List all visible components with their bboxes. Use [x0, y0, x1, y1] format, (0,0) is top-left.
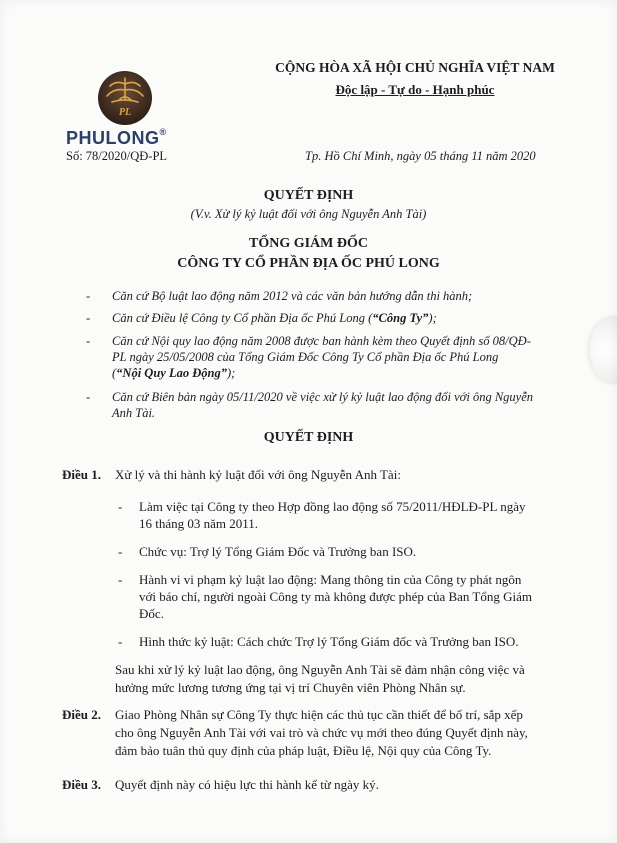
- company-name: CÔNG TY CỔ PHẦN ĐỊA ỐC PHÚ LONG: [177, 256, 440, 271]
- article-1-dash: -: [118, 544, 123, 559]
- article-3-text: Quyết định này có hiệu lực thi hành kể từ ngày ký.: [115, 777, 379, 792]
- basis-3-end: );: [226, 366, 236, 380]
- issue-date: Tp. Hồ Chí Minh, ngày 05 tháng 11 năm 2020: [305, 149, 536, 163]
- basis-dash: -: [86, 289, 91, 303]
- article-1-dash: -: [118, 572, 123, 587]
- basis-3-open: (: [112, 366, 117, 380]
- basis-3-bold: “Nội Quy Lao Động”: [116, 366, 227, 380]
- article-2-line-2: cho ông Nguyễn Anh Tài với vai trò và chức vụ mới theo đúng Quyết định này,: [115, 725, 528, 740]
- basis-4-line-1: Căn cứ Biên bản ngày 05/11/2020 về việc xử lý kỷ luật lao động đối với ông Nguyễn: [112, 390, 534, 404]
- article-1-item-3-line-2: với báo chí, người ngoài Công ty mà không được phép của Ban Tổng Giám: [139, 589, 532, 604]
- article-1-item-1-line-2: 16 tháng 03 năm 2011.: [139, 516, 259, 531]
- article-2-line-3: đảm bảo tuân thủ quy định của pháp luật, Điều lệ, Nội quy của Công Ty.: [115, 743, 492, 758]
- article-2-label: Điều 2.: [62, 707, 101, 722]
- basis-dash: -: [86, 334, 91, 348]
- article-1-item-3-line-3: Đốc.: [139, 606, 164, 621]
- basis-dash: -: [86, 311, 91, 325]
- article-1-item-1-line-1: Làm việc tại Công ty theo Hợp đồng lao động số 75/2011/HĐLĐ-PL ngày: [139, 499, 526, 514]
- company-logo: [92, 70, 158, 126]
- article-1-item-3-line-1: Hành vi vi phạm kỷ luật lao động: Mang thông tin của Công ty phát ngôn: [139, 572, 522, 587]
- basis-3-line-1: Căn cứ Nội quy lao động năm 2008 được ban hành kèm theo Quyết định số 08/QĐ-: [112, 334, 531, 348]
- basis-2-end: );: [428, 311, 437, 325]
- basis-4-line-2: Anh Tài.: [112, 406, 156, 420]
- article-1-dash: -: [118, 634, 123, 649]
- authority-title: TỔNG GIÁM ĐỐC: [249, 236, 368, 251]
- basis-2-bold: “Công Ty”: [372, 311, 429, 325]
- article-1-after-line-1: Sau khi xử lý kỷ luật lao động, ông Nguyễn Anh Tài sẽ đảm nhận công việc và: [115, 662, 525, 677]
- basis-2-text: Căn cứ Điều lệ Công ty Cổ phần Địa ốc Phú Long (: [112, 311, 373, 325]
- article-1-after-line-2: hưởng mức lương tương ứng tại vị trí Chuyên viên Phòng Nhân sự.: [115, 680, 466, 695]
- basis-3-line-2: PL ngày 25/05/2008 của Tổng Giám Đốc Công Ty Cổ phần Địa ốc Phú Long: [112, 350, 499, 364]
- national-title: CỘNG HÒA XÃ HỘI CHỦ NGHĨA VIỆT NAM: [275, 60, 555, 75]
- company-brand: [66, 128, 167, 149]
- basis-dash: -: [86, 390, 91, 404]
- page-fold: [590, 316, 617, 384]
- article-1-label: Điều 1.: [62, 467, 101, 482]
- national-motto: [255, 82, 575, 98]
- decision-title: QUYẾT ĐỊNH: [263, 188, 354, 203]
- decision-heading: QUYẾT ĐỊNH: [263, 430, 354, 445]
- logo-monogram: PL: [118, 107, 132, 118]
- basis-1: Căn cứ Bộ luật lao động năm 2012 và các văn bản hướng dẫn thi hành;: [112, 289, 473, 303]
- article-2-line-1: Giao Phòng Nhân sự Công Ty thực hiện các thủ tục cần thiết để bố trí, sắp xếp: [115, 707, 523, 722]
- decision-subject: (V.v. Xử lý kỷ luật đối với ông Nguyễn Anh Tài): [190, 207, 427, 221]
- basis-3-line-3: [112, 366, 235, 381]
- article-3-label: Điều 3.: [62, 777, 101, 792]
- registered-mark: ®: [159, 127, 167, 137]
- article-1-item-4: Hình thức kỷ luật: Cách chức Trợ lý Tổng Giám đốc và Trưởng ban ISO.: [139, 634, 519, 649]
- article-1-item-2: Chức vụ: Trợ lý Tổng Giám Đốc và Trưởng ban ISO.: [139, 544, 417, 559]
- basis-2: [112, 311, 437, 326]
- document-number: Số: 78/2020/QĐ-PL: [66, 149, 168, 163]
- article-1-intro: Xử lý và thi hành kỷ luật đối với ông Nguyễn Anh Tài:: [115, 467, 401, 482]
- motto-text: Độc lập - Tự do - Hạnh phúc: [335, 82, 495, 97]
- article-1-dash: -: [118, 499, 123, 514]
- brand-name: PHULONG: [66, 128, 160, 148]
